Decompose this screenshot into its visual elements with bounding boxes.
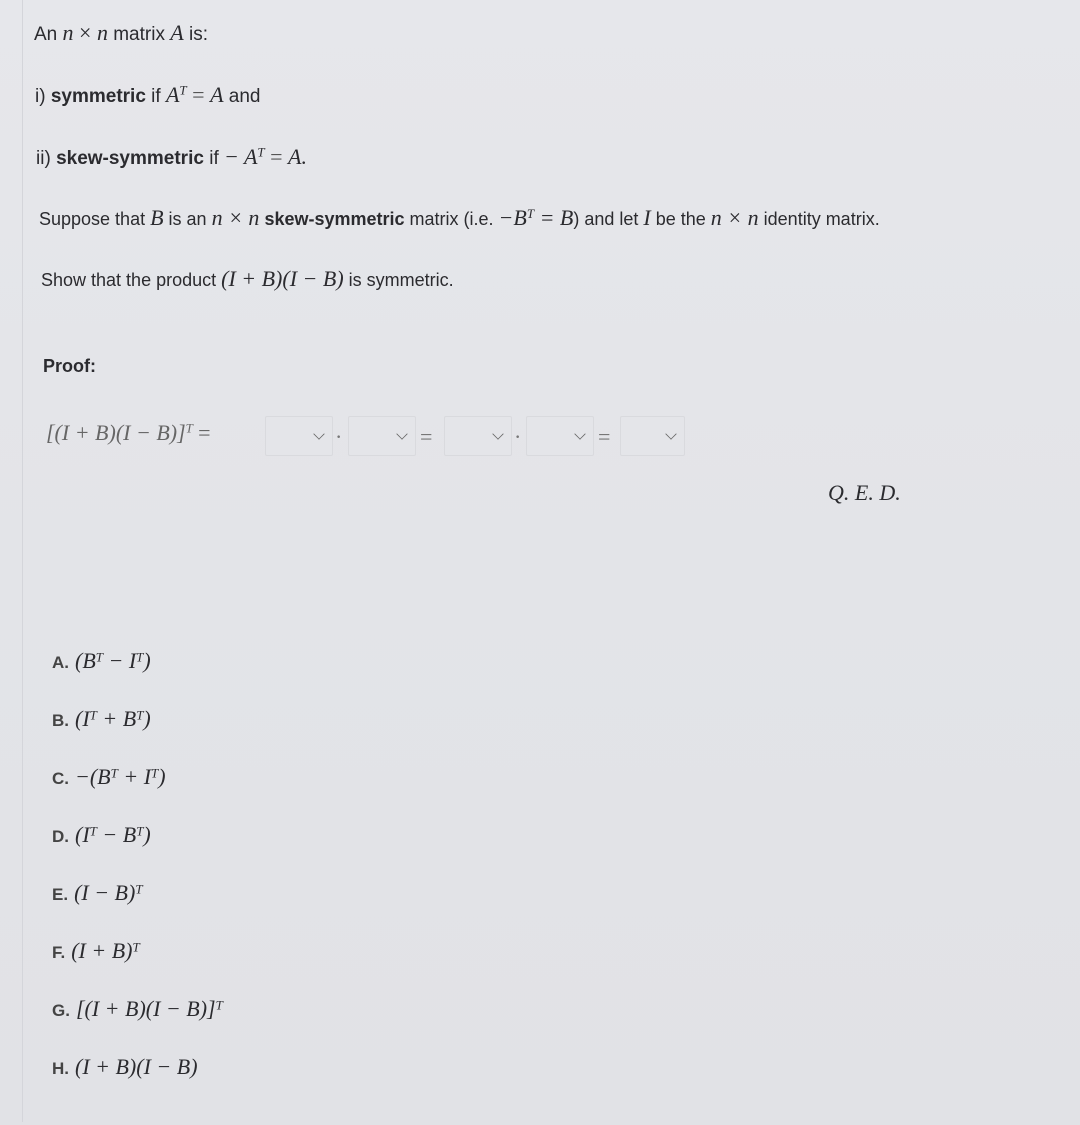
qed-mark: Q. E. D.	[828, 480, 901, 505]
option-sup: T	[89, 823, 97, 839]
proof-operator: =	[598, 424, 611, 449]
chevron-down-icon	[313, 428, 324, 439]
proof-eq: =	[198, 420, 211, 445]
option-expr: − B	[96, 822, 137, 847]
option-expr: (I − B)	[74, 880, 136, 905]
option-sup: T	[136, 707, 144, 723]
def-number: ii)	[36, 148, 57, 169]
problem-var: = B	[534, 205, 574, 230]
option-expr: (I + B)(I − B)	[75, 1054, 198, 1079]
option-sup: T	[136, 649, 144, 665]
option-b	[52, 706, 151, 732]
problem-text: ) and let	[573, 209, 644, 229]
def-sup: T	[257, 144, 265, 160]
proof-operator: ·	[514, 424, 522, 449]
chevron-down-icon	[492, 428, 503, 439]
option-expr: )	[143, 648, 151, 673]
proof-dropdown-1[interactable]	[265, 416, 333, 456]
option-label: C.	[52, 769, 69, 788]
chevron-down-icon	[665, 428, 676, 439]
intro-text: An	[34, 24, 63, 45]
problem-text: is an	[163, 209, 212, 229]
problem-var: n × n	[211, 205, 260, 230]
proof-lhs	[46, 420, 211, 446]
option-expr: )	[143, 706, 151, 731]
option-c	[52, 764, 166, 790]
option-f	[52, 938, 140, 964]
proof-dropdown-3[interactable]	[444, 416, 512, 456]
definition-skew-symmetric	[36, 144, 307, 170]
task-expr: (I + B)(I − B)	[221, 266, 344, 291]
definition-symmetric	[35, 82, 261, 108]
proof-operator: ·	[335, 424, 343, 449]
option-expr: )	[143, 822, 151, 847]
def-term: symmetric	[50, 86, 146, 107]
option-label: G.	[52, 1001, 70, 1020]
option-sup: T	[151, 765, 159, 781]
proof-lhs-sup: T	[185, 420, 193, 436]
problem-text: matrix (i.e.	[404, 209, 499, 229]
def-text: if	[203, 148, 224, 169]
intro-var: A	[170, 20, 184, 45]
def-lhs: − A	[224, 144, 258, 169]
intro-var: n	[62, 20, 74, 45]
option-label: F.	[52, 943, 66, 962]
problem-var: B	[150, 205, 164, 230]
option-a	[52, 648, 151, 674]
option-sup: T	[135, 881, 143, 897]
def-text: if	[145, 86, 166, 107]
option-sup: T	[110, 765, 118, 781]
def-number: i)	[35, 86, 51, 107]
def-lhs: A	[165, 82, 180, 107]
option-expr: (B	[75, 648, 96, 673]
option-label: D.	[52, 827, 69, 846]
option-sup: T	[95, 649, 103, 665]
option-label: E.	[52, 885, 69, 904]
option-expr: (I + B)	[71, 938, 133, 963]
proof-lhs-expr: [(I + B)(I − B)]	[46, 420, 186, 445]
def-sup: T	[179, 82, 187, 98]
proof-dropdown-4[interactable]	[526, 416, 594, 456]
def-term: skew-symmetric	[56, 148, 204, 169]
problem-term: skew-symmetric	[259, 209, 405, 229]
option-expr: (I	[75, 822, 90, 847]
task-text: Show that the product	[41, 270, 222, 290]
intro-line	[34, 20, 208, 46]
option-d	[52, 822, 151, 848]
problem-var: −B	[498, 205, 527, 230]
problem-sup: T	[526, 206, 535, 221]
option-expr: − I	[103, 648, 137, 673]
option-h	[52, 1054, 198, 1080]
problem-task	[41, 266, 454, 292]
intro-var: n	[96, 20, 108, 45]
option-expr: −(B	[75, 764, 111, 789]
intro-times: ×	[73, 20, 97, 45]
def-tail: and	[223, 86, 261, 107]
chevron-down-icon	[574, 428, 585, 439]
option-sup: T	[136, 823, 144, 839]
proof-operator: =	[420, 424, 433, 449]
option-expr: + B	[96, 706, 137, 731]
problem-var: I	[643, 205, 651, 230]
option-expr: [(I + B)(I − B)]	[75, 996, 216, 1021]
proof-dropdown-5[interactable]	[620, 416, 685, 456]
proof-dropdown-2[interactable]	[348, 416, 416, 456]
option-e	[52, 880, 143, 906]
def-rhs: A	[210, 82, 224, 107]
proof-label: Proof:	[43, 356, 96, 376]
problem-text: Suppose that	[39, 209, 151, 229]
option-expr: (I	[75, 706, 90, 731]
problem-var: n × n	[710, 205, 759, 230]
problem-statement	[39, 205, 880, 231]
option-expr: )	[158, 764, 166, 789]
problem-text: identity matrix.	[758, 209, 880, 229]
option-label: H.	[52, 1059, 69, 1078]
option-expr: + I	[117, 764, 152, 789]
chevron-down-icon	[396, 428, 407, 439]
intro-text: matrix	[107, 24, 171, 45]
def-eq: =	[264, 144, 289, 169]
problem-text: be the	[650, 209, 711, 229]
option-label: B.	[52, 711, 69, 730]
option-g	[52, 996, 223, 1022]
option-sup: T	[89, 707, 97, 723]
option-label: A.	[52, 653, 69, 672]
option-sup: T	[132, 939, 140, 955]
task-text: is symmetric.	[343, 270, 454, 290]
def-rhs: A.	[288, 144, 307, 169]
intro-text: is:	[183, 24, 208, 45]
option-sup: T	[215, 997, 223, 1013]
def-eq: =	[186, 82, 211, 107]
